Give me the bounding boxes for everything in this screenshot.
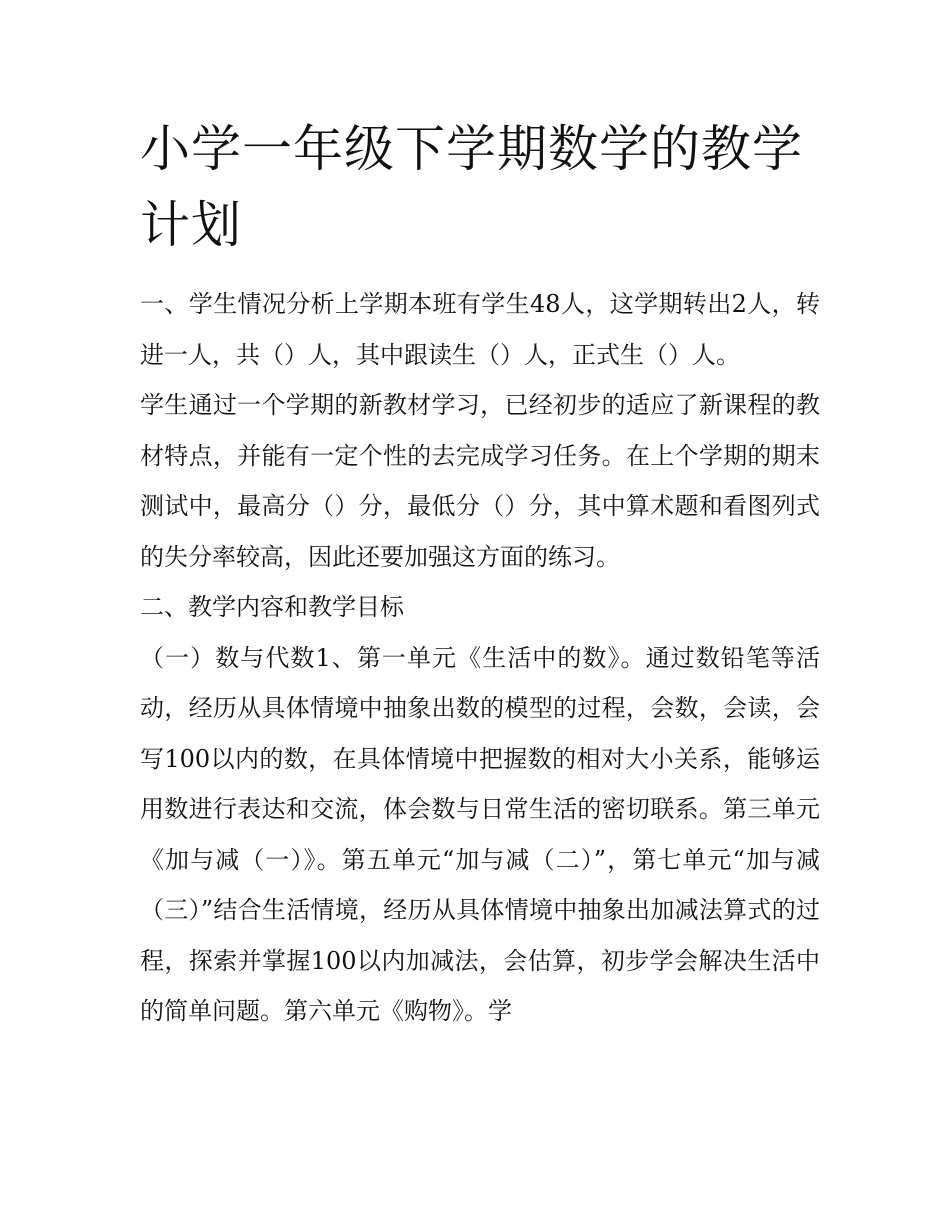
document-title: 小学一年级下学期数学的教学计划 [140,120,803,254]
paragraph-learning-status: 学生通过一个学期的新教材学习，已经初步的适应了新课程的教材特点，并能有一定个性的去完成学习任务。在上个学期的期末测试中，最高分（）分，最低分（）分，其中算术题和看图列式的失分率较高，因此还要加强这方面的练习。 [140,391,820,571]
paragraph-number-algebra: （一）数与代数1、第一单元《生活中的数》。通过数铅笔等活动，经历从具体情境中抽象出数的模型的过程，会数，会读，会写100以内的数，在具体情境中把握数的相对大小关系，能够运用数进行表达和交流，体会数与日常生活的密切联系。第三单元《加与减（一）》。第五单元“加与减（二）”，第七单元“加与减（三）”结合生活情境，经历从具体情境中抽象出加减法算式的过程，探索并掌握100以内加减法，会估算，初步学会解决生活中的简单问题。第六单元《购物》。学 [140,643,820,1025]
section-heading-content-goals: 二、教学内容和教学目标 [140,593,404,621]
document-body [140,279,820,1037]
paragraph-student-analysis: 一、学生情况分析上学期本班有学生48人，这学期转出2人，转进一人，共（）人，其中跟读生（）人，正式生（）人。 [140,290,820,369]
